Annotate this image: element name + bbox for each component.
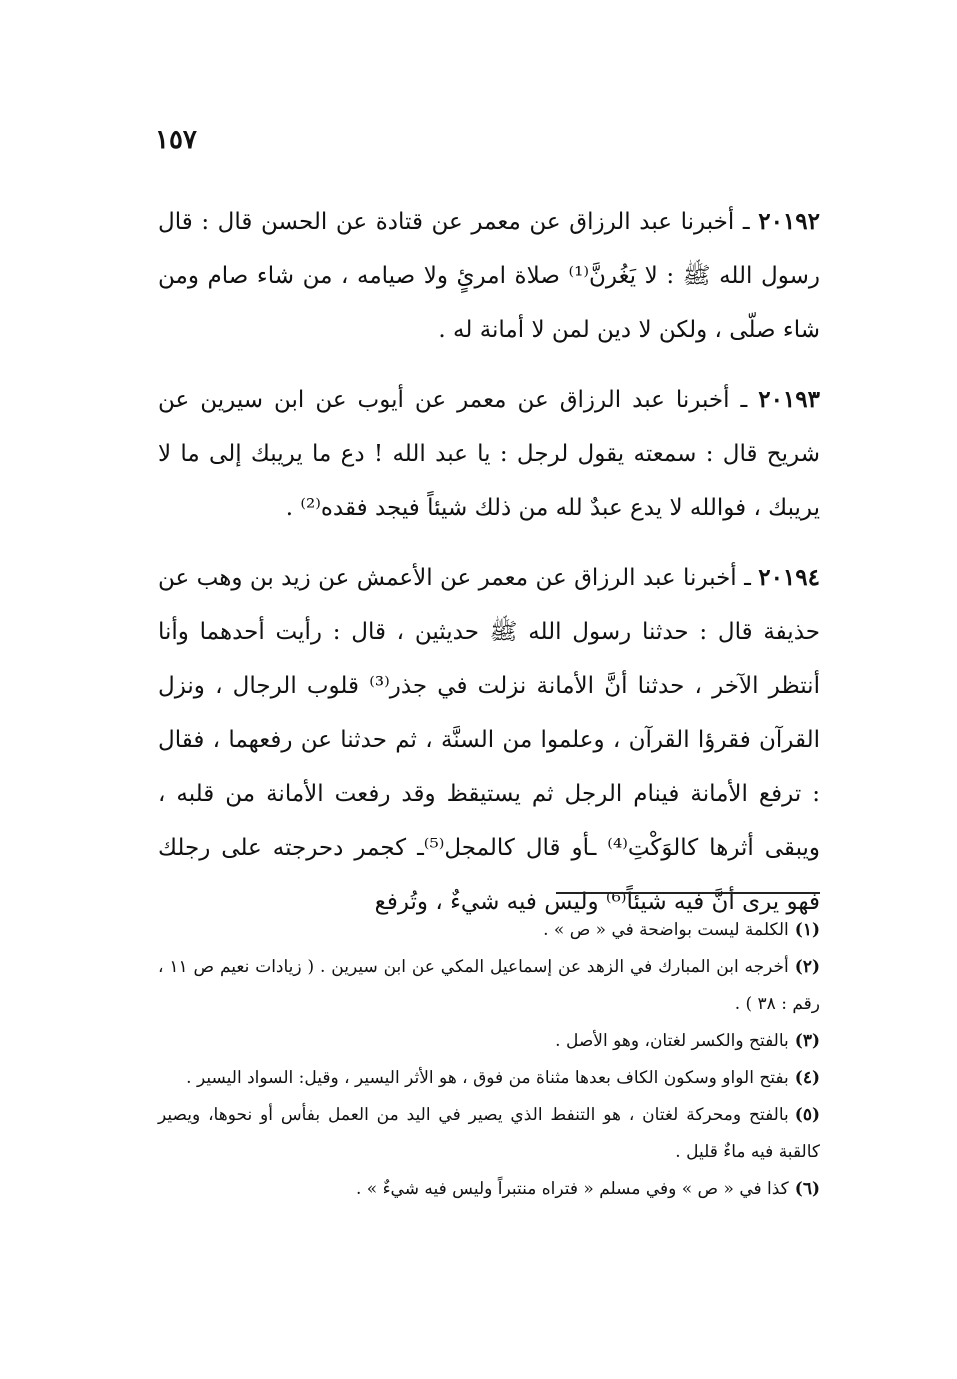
footnote-number: (٣) [794,1031,820,1051]
footnote-divider [556,892,820,894]
footnote-text: بالفتح والكسر لغتان، وهو الأصل . [555,1031,789,1051]
hadith-20194 [158,551,820,929]
hadith-number: ٢٠١٩٤ [758,564,820,591]
footnote-text: بفتح الواو وسكون الكاف بعدها مثناة من فوق ، هو الأثر اليسير ، وقيل: السواد اليسير . [186,1068,789,1088]
footnote-4 [158,1060,820,1097]
hadith-20192 [158,195,820,357]
footnote-text: أخرجه ابن المبارك في الزهد عن إسماعيل المكي عن ابن سيرين . ( زيادات نعيم ص ١١ ، رقم : ٣٨ ) . [158,957,820,1014]
footnote-number: (١) [794,920,820,940]
footnote-text: الكلمة ليست بواضحة في « ص » . [543,920,789,940]
footnote-number: (٦) [794,1179,820,1199]
footnote-2 [158,949,820,1023]
main-text [158,195,820,945]
footnote-text: كذا في « ص » وفي مسلم « فتراه منتبراً وليس فيه شيءٌ » . [355,1179,789,1199]
footnote-text: بالفتح ومحركة لغتان ، هو التنفط الذي يصير في اليد من العمل بفأس أو نحوها، ويصير كالقبة فيه ماءٌ قليل . [158,1105,820,1162]
hadith-number: ٢٠١٩٣ [758,386,820,413]
footnote-number: (٢) [794,957,821,977]
page-number: ١٥٧ [155,125,197,155]
footnote-number: (٥) [794,1105,820,1125]
footnote-5 [158,1097,820,1171]
hadith-20193 [158,373,820,535]
footnote-6 [158,1171,820,1208]
footnote-number: (٤) [794,1068,820,1088]
hadith-number: ٢٠١٩٢ [758,208,820,235]
footnotes [158,912,820,1208]
hadith-text: ـ أخبرنا عبد الرزاق عن معمر عن أيوب عن ابن سيرين عن شريح قال : سمعته يقول لرجل : يا عبد الله ! دع ما يريبك إلى ما لا يريبك ، فوالله لا يدع عبدٌ لله من ذلك شيئاً فيجد فقده⁽²⁾ . [158,387,820,521]
hadith-text: ـ أخبرنا عبد الرزاق عن معمر عن قتادة عن الحسن قال : قال رسول الله ﷺ : لا يَغُرنَّ⁽¹⁾ صلاة امرئٍ ولا صيامه ، من شاء صام ومن شاء صلّى ، ولكن لا دين لمن لا أمانة له . [158,209,820,343]
hadith-text: ـ أخبرنا عبد الرزاق عن معمر عن الأعمش عن زيد بن وهب عن حذيفة قال : حدثنا رسول الله ﷺ حديثين ، قال : رأيت أحدهما وأنا أنتظر الآخر ، حدثنا أنَّ الأمانة نزلت في جذر⁽³⁾ قلوب الرجال ، ونزل القرآن فقرؤا القرآن ، وعلموا من السنَّة ، ثم حدثنا عن رفعهما ، فقال : ترفع الأمانة فينام الرجل ثم يستيقظ وقد رفعت الأمانة من قلبه ، ويبقى أثرها كالوَكْتِ⁽⁴⁾ ـأو قال كالمجل⁽⁵⁾ـ كجمر دحرجته على رجلك فهو يرى أنَّ فيه شيئاً⁽⁶⁾ وليس فيه شيءٌ ، وتُرفع [158,565,821,915]
footnote-3 [158,1023,820,1060]
footnote-1 [158,912,820,949]
